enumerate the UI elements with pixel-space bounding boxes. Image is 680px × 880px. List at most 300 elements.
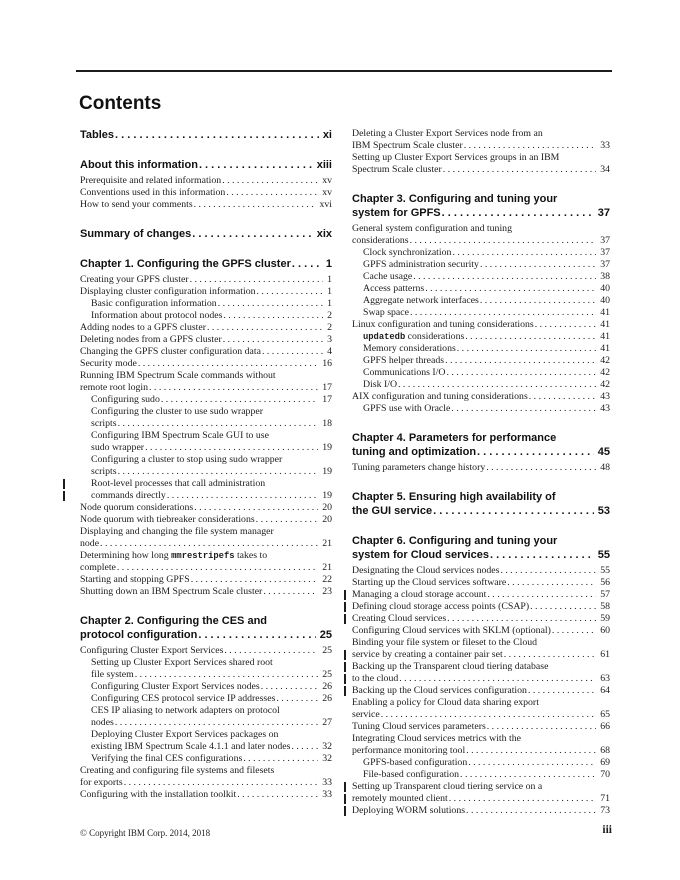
dot-leader	[445, 355, 596, 367]
dot-leader	[138, 358, 318, 370]
toc-line	[352, 206, 610, 220]
toc-line	[80, 765, 332, 777]
toc-text: Creating and configuring file systems and filesets	[80, 765, 275, 776]
toc-text: Binding your file system or fileset to the Cloud	[352, 637, 538, 648]
toc-text: Conventions used in this information	[80, 187, 226, 198]
toc-line	[352, 504, 610, 518]
toc-entry	[80, 574, 332, 586]
toc-entry	[352, 781, 610, 805]
toc-text: Verifying the final CES configurations	[91, 753, 243, 764]
toc-entry	[80, 430, 332, 454]
toc-text: Communications I/O	[363, 367, 446, 378]
toc-line	[352, 685, 610, 697]
dot-leader	[443, 164, 596, 176]
toc-entry	[352, 379, 610, 391]
toc-entry	[352, 697, 610, 721]
dot-leader	[452, 247, 596, 259]
toc-line	[80, 645, 332, 657]
toc-text: Linux configuration and tuning considerations	[352, 319, 534, 330]
dot-leader	[256, 514, 319, 526]
toc-entry	[352, 343, 610, 355]
toc-line	[80, 789, 332, 801]
page-number: 19	[322, 442, 332, 453]
toc-text: Determining how long mmrestripefs takes to	[80, 550, 268, 561]
toc-text: Tuning Cloud services parameters	[352, 721, 486, 732]
page-number: 33	[600, 140, 610, 151]
page-number: 53	[597, 505, 610, 517]
toc-text: considerations	[352, 235, 409, 246]
page-number: 3	[327, 334, 332, 345]
dot-leader	[451, 403, 596, 415]
toc-line	[91, 741, 332, 753]
toc-entry	[80, 406, 332, 430]
dot-leader	[115, 128, 319, 142]
toc-line	[80, 199, 332, 211]
page-number: 32	[322, 741, 332, 752]
toc-text: Aggregate network interfaces	[363, 295, 479, 306]
dot-leader	[504, 649, 597, 661]
command-name: updatedb	[363, 332, 406, 342]
toc-text: CES IP aliasing to network adapters on protocol	[91, 705, 280, 716]
page-number: 34	[600, 164, 610, 175]
toc-text: Configuring sudo	[91, 394, 160, 405]
toc-text: Setting up Cluster Export Services groups in an IBM	[352, 152, 560, 163]
page-number: 21	[322, 562, 332, 573]
toc-entry	[352, 223, 610, 247]
change-bar	[344, 662, 346, 672]
toc-line	[80, 286, 332, 298]
change-bar	[63, 479, 65, 489]
dot-leader	[381, 709, 596, 721]
page-number: xi	[322, 129, 332, 141]
toc-text: tuning and optimization	[352, 446, 477, 458]
toc-text: for exports	[80, 777, 123, 788]
toc-text: Cache usage	[363, 271, 413, 282]
page-number: 19	[322, 490, 332, 501]
toc-entry	[80, 729, 332, 753]
toc-line	[80, 346, 332, 358]
toc-text: Designating the Cloud services nodes	[352, 565, 500, 576]
toc-text: AIX configuration and tuning considerations	[352, 391, 528, 402]
toc-text: remotely mounted client	[352, 793, 448, 804]
toc-entry	[80, 175, 332, 187]
toc-text: Memory considerations	[363, 343, 456, 354]
toc-text: service	[352, 709, 380, 720]
toc-line	[80, 322, 332, 334]
toc-entry	[352, 367, 610, 379]
dot-leader	[446, 367, 596, 379]
dot-leader	[198, 628, 315, 642]
dot-leader	[490, 548, 594, 562]
toc-line	[363, 379, 610, 391]
page-number: 25	[319, 629, 332, 641]
change-bar	[344, 614, 346, 624]
dot-leader	[224, 645, 318, 657]
toc-entry	[80, 526, 332, 550]
page-number: 60	[600, 625, 610, 636]
toc-text: Disk I/O	[363, 379, 398, 390]
toc-line	[80, 614, 332, 628]
toc-line	[80, 227, 332, 241]
toc-entry	[352, 283, 610, 295]
change-bar	[344, 794, 346, 804]
dot-leader	[194, 502, 318, 514]
toc-line	[91, 298, 332, 310]
toc-text: Security mode	[80, 358, 137, 369]
toc-entry	[352, 355, 610, 367]
page-number: 26	[322, 681, 332, 692]
dot-leader	[480, 295, 596, 307]
page-number: 57	[600, 589, 610, 600]
toc-entry	[80, 514, 332, 526]
toc-entry	[80, 765, 332, 789]
toc-entry	[352, 565, 610, 577]
toc-text: Node quorum considerations	[80, 502, 194, 513]
page-number: 20	[322, 502, 332, 513]
toc-line	[91, 442, 332, 454]
toc-text: How to send your comments	[80, 199, 193, 210]
toc-text: Configuring with the installation toolkit	[80, 789, 237, 800]
page-number: 37	[600, 247, 610, 258]
toc-line	[352, 601, 610, 613]
toc-entry	[80, 478, 332, 502]
toc-text: node	[80, 538, 100, 549]
page-number: 27	[322, 717, 332, 728]
page-number: xv	[322, 187, 332, 198]
toc-entry	[352, 661, 610, 685]
page-number: xiii	[316, 159, 332, 171]
toc-entry	[352, 769, 610, 781]
toc-line	[80, 128, 332, 142]
toc-text: Configuring Cluster Export Services nodes	[91, 681, 260, 692]
toc-line	[352, 534, 610, 548]
toc-text: About this information	[80, 159, 198, 171]
toc-line	[352, 445, 610, 459]
toc-entry	[352, 259, 610, 271]
toc-line	[352, 565, 610, 577]
page-number: 26	[322, 693, 332, 704]
toc-text: Configuring the cluster to use sudo wrapper	[91, 406, 263, 417]
toc-line	[80, 382, 332, 394]
page-number: 1	[327, 274, 332, 285]
toc-entry	[352, 271, 610, 283]
page-title: Contents	[79, 93, 162, 114]
page-number: 18	[322, 418, 332, 429]
toc-entry	[80, 358, 332, 370]
toc-line	[352, 625, 610, 637]
dot-leader	[413, 271, 596, 283]
toc-line	[352, 548, 610, 562]
toc-line	[363, 307, 610, 319]
page-number: 23	[322, 586, 332, 597]
page-number: xvi	[319, 199, 332, 210]
toc-line	[91, 466, 332, 478]
toc-entry	[80, 310, 332, 322]
dot-leader	[257, 286, 324, 298]
folio-page-number: iii	[602, 824, 612, 836]
toc-line	[352, 223, 610, 235]
page-number: 48	[600, 462, 610, 473]
toc-entry	[80, 657, 332, 681]
toc-text: Displaying and changing the file system manager	[80, 526, 274, 537]
toc-line	[352, 709, 610, 721]
dot-leader	[207, 322, 323, 334]
toc-entry	[352, 685, 610, 697]
toc-text: Chapter 4. Parameters for performance	[352, 432, 557, 444]
dot-leader	[465, 331, 596, 343]
toc-text: updatedb considerations	[363, 331, 465, 342]
toc-line	[91, 717, 332, 729]
page-number: 64	[600, 685, 610, 696]
page-number: 73	[600, 805, 610, 816]
toc-line	[363, 355, 610, 367]
page-number: 66	[600, 721, 610, 732]
toc-entry	[80, 550, 332, 574]
dot-leader	[468, 757, 596, 769]
toc-text: remote root login	[80, 382, 149, 393]
toc-entry	[352, 490, 610, 518]
toc-line	[80, 562, 332, 574]
toc-entry	[352, 295, 610, 307]
dot-leader	[449, 793, 596, 805]
dot-leader	[118, 418, 319, 430]
toc-entry	[80, 693, 332, 705]
dot-leader	[292, 257, 322, 271]
toc-text: Configuring Cluster Export Services	[80, 645, 224, 656]
toc-entry	[80, 394, 332, 406]
toc-text: Chapter 5. Ensuring high availability of	[352, 491, 556, 503]
toc-text: Running IBM Spectrum Scale commands without	[80, 370, 276, 381]
toc-text: Access patterns	[363, 283, 425, 294]
dot-leader	[167, 490, 318, 502]
page-number: 1	[325, 258, 332, 270]
dot-leader	[115, 717, 318, 729]
page-number: 55	[597, 549, 610, 561]
toc-line	[80, 538, 332, 550]
toc-entry	[80, 187, 332, 199]
toc-line	[352, 577, 610, 589]
dot-leader	[218, 298, 323, 310]
toc-entry	[80, 334, 332, 346]
toc-entry	[80, 614, 332, 642]
toc-entry	[352, 431, 610, 459]
toc-entry	[80, 370, 332, 394]
toc-line	[363, 343, 610, 355]
toc-line	[352, 661, 610, 673]
toc-line	[80, 274, 332, 286]
toc-text: Backing up the Transparent cloud tiering database	[352, 661, 549, 672]
dot-leader	[433, 504, 594, 518]
toc-text: scripts	[91, 418, 117, 429]
toc-entry	[80, 298, 332, 310]
page-number: 37	[600, 235, 610, 246]
toc-line	[352, 192, 610, 206]
toc-entry	[352, 733, 610, 757]
dot-leader	[530, 601, 596, 613]
page-number: 41	[600, 307, 610, 318]
dot-leader	[425, 283, 596, 295]
toc-line	[352, 462, 610, 474]
toc-line	[352, 793, 610, 805]
toc-text: General system configuration and tuning	[352, 223, 512, 234]
toc-entry	[80, 199, 332, 211]
toc-line	[91, 406, 332, 418]
toc-line	[91, 753, 332, 765]
toc-entry	[352, 601, 610, 613]
dot-leader	[410, 307, 596, 319]
toc-text: the GUI service	[352, 505, 433, 517]
toc-line	[352, 805, 610, 817]
toc-entry	[352, 637, 610, 661]
page-number: 43	[600, 391, 610, 402]
dot-leader	[117, 562, 318, 574]
toc-entry	[352, 625, 610, 637]
page-number: 20	[322, 514, 332, 525]
toc-line	[80, 358, 332, 370]
page-number: 70	[600, 769, 610, 780]
toc-entry	[352, 613, 610, 625]
toc-text: Creating Cloud services	[352, 613, 447, 624]
page-number: 68	[600, 745, 610, 756]
dot-leader	[226, 187, 318, 199]
dot-leader	[291, 741, 318, 753]
toc-entry	[352, 319, 610, 331]
toc-entry	[80, 705, 332, 729]
dot-leader	[149, 382, 318, 394]
dot-leader	[466, 745, 596, 757]
dot-leader	[192, 227, 312, 241]
dot-leader	[124, 777, 318, 789]
toc-text: Setting up Cluster Export Services shared root	[91, 657, 273, 668]
page-number: 42	[600, 379, 610, 390]
toc-text: File-based configuration	[363, 769, 460, 780]
toc-line	[91, 394, 332, 406]
toc-line	[363, 247, 610, 259]
dot-leader	[145, 442, 318, 454]
toc-line	[352, 649, 610, 661]
dot-leader	[500, 565, 596, 577]
toc-line	[80, 257, 332, 271]
dot-leader	[398, 379, 596, 391]
toc-text: Starting and stopping GPFS	[80, 574, 190, 585]
toc-line	[363, 259, 610, 271]
toc-entry	[352, 534, 610, 562]
toc-line	[91, 729, 332, 741]
page-number: 63	[600, 673, 610, 684]
toc-line	[352, 745, 610, 757]
header-rule	[76, 70, 612, 72]
toc-line	[363, 331, 610, 343]
toc-line	[352, 164, 610, 176]
page-number: 40	[600, 283, 610, 294]
toc-entry	[80, 454, 332, 478]
change-bar	[344, 674, 346, 684]
toc-line	[91, 310, 332, 322]
toc-line	[363, 769, 610, 781]
page-number: 2	[327, 310, 332, 321]
dot-leader	[487, 589, 596, 601]
toc-text: GPFS-based configuration	[363, 757, 468, 768]
toc-line	[91, 454, 332, 466]
page-number: 55	[600, 565, 610, 576]
toc-text: Deploying WORM solutions	[352, 805, 466, 816]
toc-line	[80, 370, 332, 382]
dot-leader	[223, 310, 323, 322]
dot-leader	[457, 343, 596, 355]
page-number: 25	[322, 645, 332, 656]
toc-entry	[352, 128, 610, 152]
dot-leader	[486, 462, 596, 474]
toc-line	[352, 613, 610, 625]
toc-text: Configuring IBM Spectrum Scale GUI to use	[91, 430, 269, 441]
toc-entry	[352, 307, 610, 319]
dot-leader	[237, 789, 318, 801]
toc-entry	[352, 577, 610, 589]
toc-text: Tuning parameters change history	[352, 462, 486, 473]
toc-text: Tables	[80, 129, 115, 141]
page-number: 65	[600, 709, 610, 720]
toc-line	[91, 693, 332, 705]
dot-leader	[261, 681, 319, 693]
toc-entry	[80, 502, 332, 514]
toc-text: Configuring Cloud services with SKLM (optional)	[352, 625, 551, 636]
dot-leader	[464, 140, 596, 152]
dot-leader	[528, 685, 596, 697]
toc-line	[80, 526, 332, 538]
toc-entry	[80, 257, 332, 271]
toc-text: file system	[91, 669, 134, 680]
toc-text: nodes	[91, 717, 114, 728]
toc-line	[80, 777, 332, 789]
page-number: 22	[322, 574, 332, 585]
toc-line	[80, 628, 332, 642]
toc-line	[80, 158, 332, 172]
toc-line	[80, 187, 332, 199]
toc-text: protocol configuration	[80, 629, 198, 641]
toc-line	[363, 295, 610, 307]
dot-leader	[194, 199, 316, 211]
toc-line	[352, 391, 610, 403]
change-bar	[344, 686, 346, 696]
dot-leader	[466, 805, 596, 817]
toc-entry	[352, 247, 610, 259]
toc-text: commands directly	[91, 490, 166, 501]
page-number: xv	[322, 175, 332, 186]
toc-text: Integrating Cloud services metrics with the	[352, 733, 521, 744]
toc-entry	[352, 152, 610, 176]
toc-text: Defining cloud storage access points (CSAP)	[352, 601, 530, 612]
toc-line	[352, 721, 610, 733]
toc-line	[363, 403, 610, 415]
toc-entry	[352, 462, 610, 474]
toc-entry	[80, 586, 332, 598]
copyright-notice: © Copyright IBM Corp. 2014, 2018	[80, 828, 211, 838]
dot-leader	[190, 274, 324, 286]
toc-entry	[80, 753, 332, 765]
toc-line	[91, 657, 332, 669]
toc-line	[352, 733, 610, 745]
change-bar	[344, 590, 346, 600]
dot-leader	[410, 235, 597, 247]
toc-line	[80, 514, 332, 526]
toc-text: Changing the GPFS cluster configuration data	[80, 346, 261, 357]
toc-entry	[80, 274, 332, 286]
change-bar	[344, 806, 346, 816]
dot-leader	[135, 669, 318, 681]
toc-text: service by creating a container pair set	[352, 649, 503, 660]
toc-entry	[80, 227, 332, 241]
page-number: 41	[600, 331, 610, 342]
